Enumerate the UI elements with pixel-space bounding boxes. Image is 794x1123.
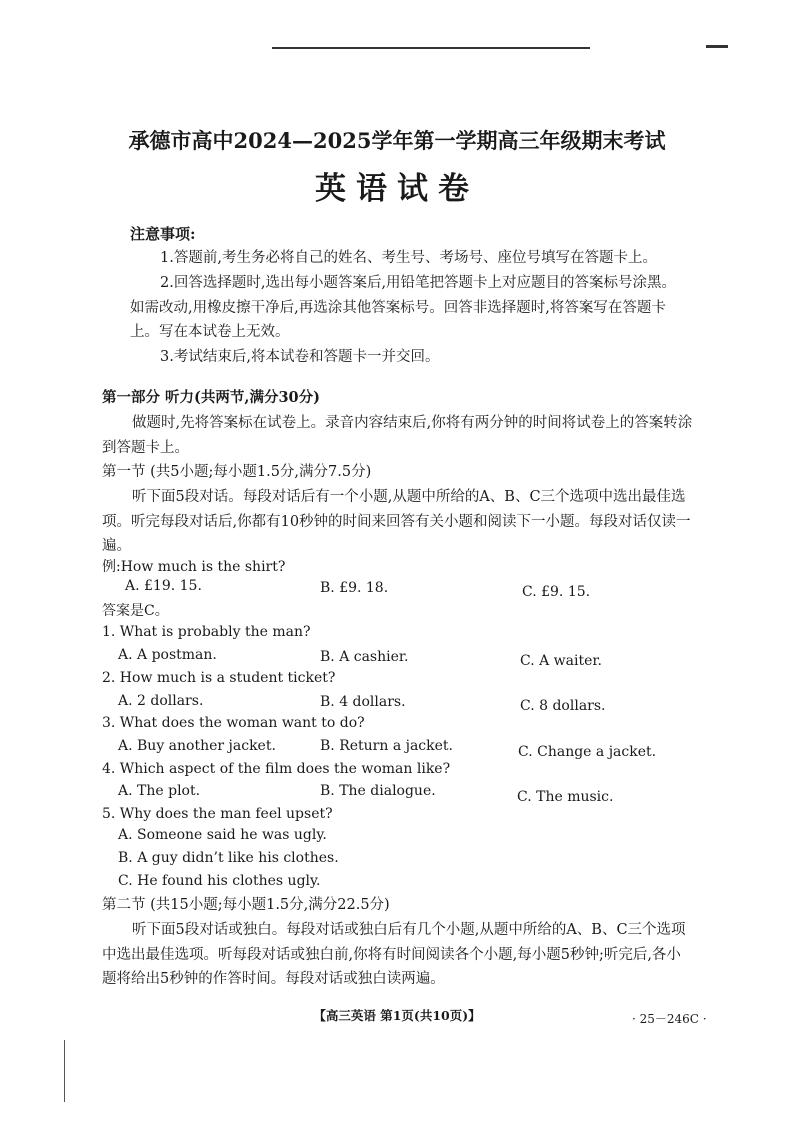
question-1-option-c: C. A waiter. (520, 653, 602, 669)
question-1-option-a: A. A postman. (118, 647, 217, 663)
page-footer: 【高三英语 第1页(共10页)】 (313, 1008, 481, 1023)
section1-instructions: 听下面5段对话。每段对话后有一个小题,从题中所给的A、B、C三个选项中选出最佳选项。听完每段对话后,你都有10秒钟的时间来回答有关小题和阅读下一小题。每段对话仅读一遍。 (102, 489, 691, 554)
question-2: 2. How much is a student ticket? (102, 670, 336, 686)
exam-title: 承德市高中2024—2025学年第一学期高三年级期末考试 (128, 128, 666, 153)
top-mark (706, 45, 728, 48)
question-4-option-b: B. The dialogue. (320, 783, 436, 799)
question-2-option-c: C. 8 dollars. (520, 698, 606, 714)
top-rule (272, 47, 590, 49)
exam-subject: 英语试卷 (315, 171, 479, 207)
example-answer: 答案是C。 (102, 603, 169, 619)
question-5-option-b: B. A guy didn’t like his clothes. (118, 850, 339, 866)
example-question: 例:How much is the shirt? (102, 559, 286, 575)
question-3: 3. What does the woman want to do? (102, 715, 365, 731)
margin-line (64, 1040, 65, 1102)
example-option-b: B. £9. 18. (320, 580, 389, 596)
question-3-option-a: A. Buy another jacket. (118, 738, 276, 754)
section1-heading: 第一节 (共5小题;每小题1.5分,满分7.5分) (102, 464, 372, 480)
question-3-option-b: B. Return a jacket. (320, 738, 453, 754)
part1-heading: 第一部分 听力(共两节,满分30分) (102, 389, 320, 406)
notice-item-2: 2.回答选择题时,选出每小题答案后,用铅笔把答题卡上对应题目的答案标号涂黑。如需改动,用橡皮擦干净后,再选涂其他答案标号。回答非选择题时,将答案写在答题卡上。写在本试卷上无效。 (130, 275, 677, 340)
question-2-option-b: B. 4 dollars. (320, 694, 406, 710)
section2-heading: 第二节 (共15小题;每小题1.5分,满分22.5分) (102, 897, 390, 913)
question-2-option-a: A. 2 dollars. (118, 693, 204, 709)
question-5-option-c: C. He found his clothes ugly. (118, 873, 321, 889)
question-4-option-a: A. The plot. (118, 783, 201, 799)
notice-item-1: 1.答题前,考生务必将自己的姓名、考生号、考场号、座位号填写在答题卡上。 (160, 250, 657, 266)
question-4: 4. Which aspect of the film does the woman like? (102, 761, 451, 777)
question-1: 1. What is probably the man? (102, 624, 311, 640)
question-5-option-a: A. Someone said he was ugly. (118, 827, 327, 843)
question-5: 5. Why does the man feel upset? (102, 806, 333, 822)
notice-item-3: 3.考试结束后,将本试卷和答题卡一并交回。 (160, 349, 440, 365)
section2-instructions: 听下面5段对话或独白。每段对话或独白后有几个小题,从题中所给的A、B、C三个选项中选出最佳选项。听每段对话或独白前,你将有时间阅读各个小题,每小题5秒钟;听完后,各小题将给出5秒钟的作答时间。每段对话或独白读两遍。 (102, 922, 686, 987)
exam-code: · 25－246C · (632, 1012, 707, 1026)
example-option-c: C. £9. 15. (522, 584, 591, 600)
example-option-a: A. £19. 15. (125, 578, 202, 594)
notice-heading: 注意事项: (130, 225, 196, 243)
part1-intro: 做题时,先将答案标在试卷上。录音内容结束后,你将有两分钟的时间将试卷上的答案转涂到答题卡上。 (102, 415, 693, 456)
question-1-option-b: B. A cashier. (320, 649, 409, 665)
question-3-option-c: C. Change a jacket. (518, 744, 657, 760)
question-4-option-c: C. The music. (517, 789, 614, 805)
